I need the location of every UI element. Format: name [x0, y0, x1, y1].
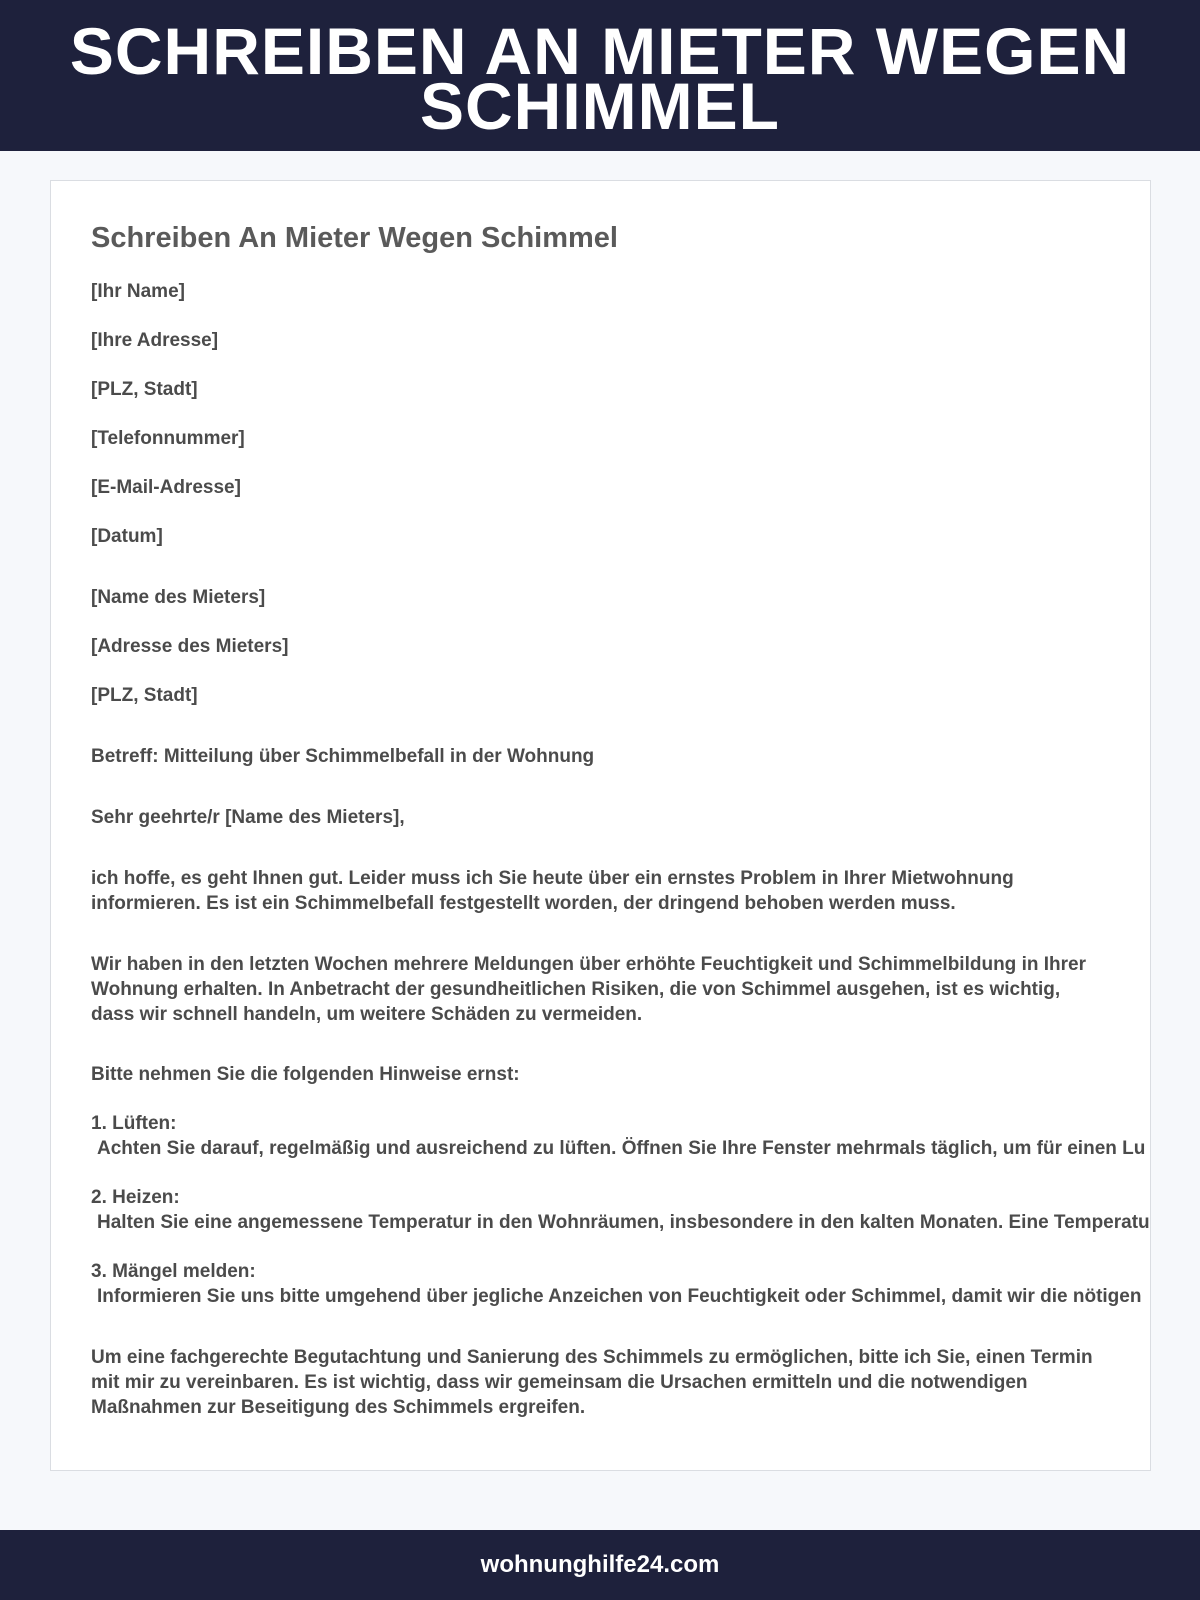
- letter-subject: Betreff: Mitteilung über Schimmelbefall in der Wohnung: [91, 746, 595, 767]
- closing-paragraph: Um eine fachgerechte Begutachtung und Sanierung des Schimmels zu ermöglichen, bitte ich Sie, einen Termin mit mir zu vereinbaren. Es ist wichtig, dass wir gemeinsam die Ursachen ermitteln und die notwendigen Maßnahmen zur Beseitigung des Schimmels ergreifen.: [91, 1347, 1093, 1418]
- letter-salutation: Sehr geehrte/r [Name des Mieters],: [91, 807, 405, 828]
- instruction-title: 1. Lüften:: [91, 1113, 177, 1134]
- recipient-name: [Name des Mieters]: [91, 587, 266, 608]
- page-footer: [0, 1530, 1200, 1600]
- instructions-intro: Bitte nehmen Sie die folgenden Hinweise ernst:: [91, 1064, 520, 1085]
- recipient-city: [PLZ, Stadt]: [91, 685, 198, 706]
- letter-date: [Datum]: [91, 526, 163, 547]
- footer-site-link[interactable]: wohnunghilfe24.com: [480, 1551, 720, 1578]
- context-paragraph: Wir haben in den letzten Wochen mehrere Meldungen über erhöhte Feuchtigkeit und Schimmelbildung in Ihrer Wohnung erhalten. In Anbetracht der gesundheitlichen Risiken, die von Schimmel ausgehen, ist es wichtig, dass wir schnell handeln, um weitere Schäden zu vermeiden.: [91, 954, 1086, 1025]
- sender-email: [E-Mail-Adresse]: [91, 477, 241, 498]
- sender-city: [PLZ, Stadt]: [91, 379, 198, 400]
- letter-card: [50, 180, 1151, 1471]
- instruction-title: 3. Mängel melden:: [91, 1261, 256, 1282]
- letter-heading: Schreiben An Mieter Wegen Schimmel: [91, 222, 618, 254]
- sender-phone: [Telefonnummer]: [91, 428, 245, 449]
- intro-paragraph: ich hoffe, es geht Ihnen gut. Leider muss ich Sie heute über ein ernstes Problem in Ihrer Mietwohnung informieren. Es ist ein Schimmelbefall festgestellt worden, der dringend behoben werden muss.: [91, 868, 1014, 914]
- sender-address: [Ihre Adresse]: [91, 330, 219, 351]
- sender-name: [Ihr Name]: [91, 281, 185, 302]
- instruction-text: Halten Sie eine angemessene Temperatur in den Wohnräumen, insbesondere in den kalten Monaten. Eine Temperatu: [97, 1212, 1150, 1233]
- instruction-title: 2. Heizen:: [91, 1187, 180, 1208]
- page-title: SCHREIBEN AN MIETER WEGEN SCHIMMEL: [69, 14, 1131, 143]
- instruction-text: Informieren Sie uns bitte umgehend über jegliche Anzeichen von Feuchtigkeit oder Schimmel, damit wir die nötigen: [97, 1286, 1142, 1307]
- page-header: [0, 0, 1200, 151]
- recipient-address: [Adresse des Mieters]: [91, 636, 289, 657]
- instruction-text: Achten Sie darauf, regelmäßig und ausreichend zu lüften. Öffnen Sie Ihre Fenster mehrmals täglich, um für einen Lu: [97, 1138, 1146, 1159]
